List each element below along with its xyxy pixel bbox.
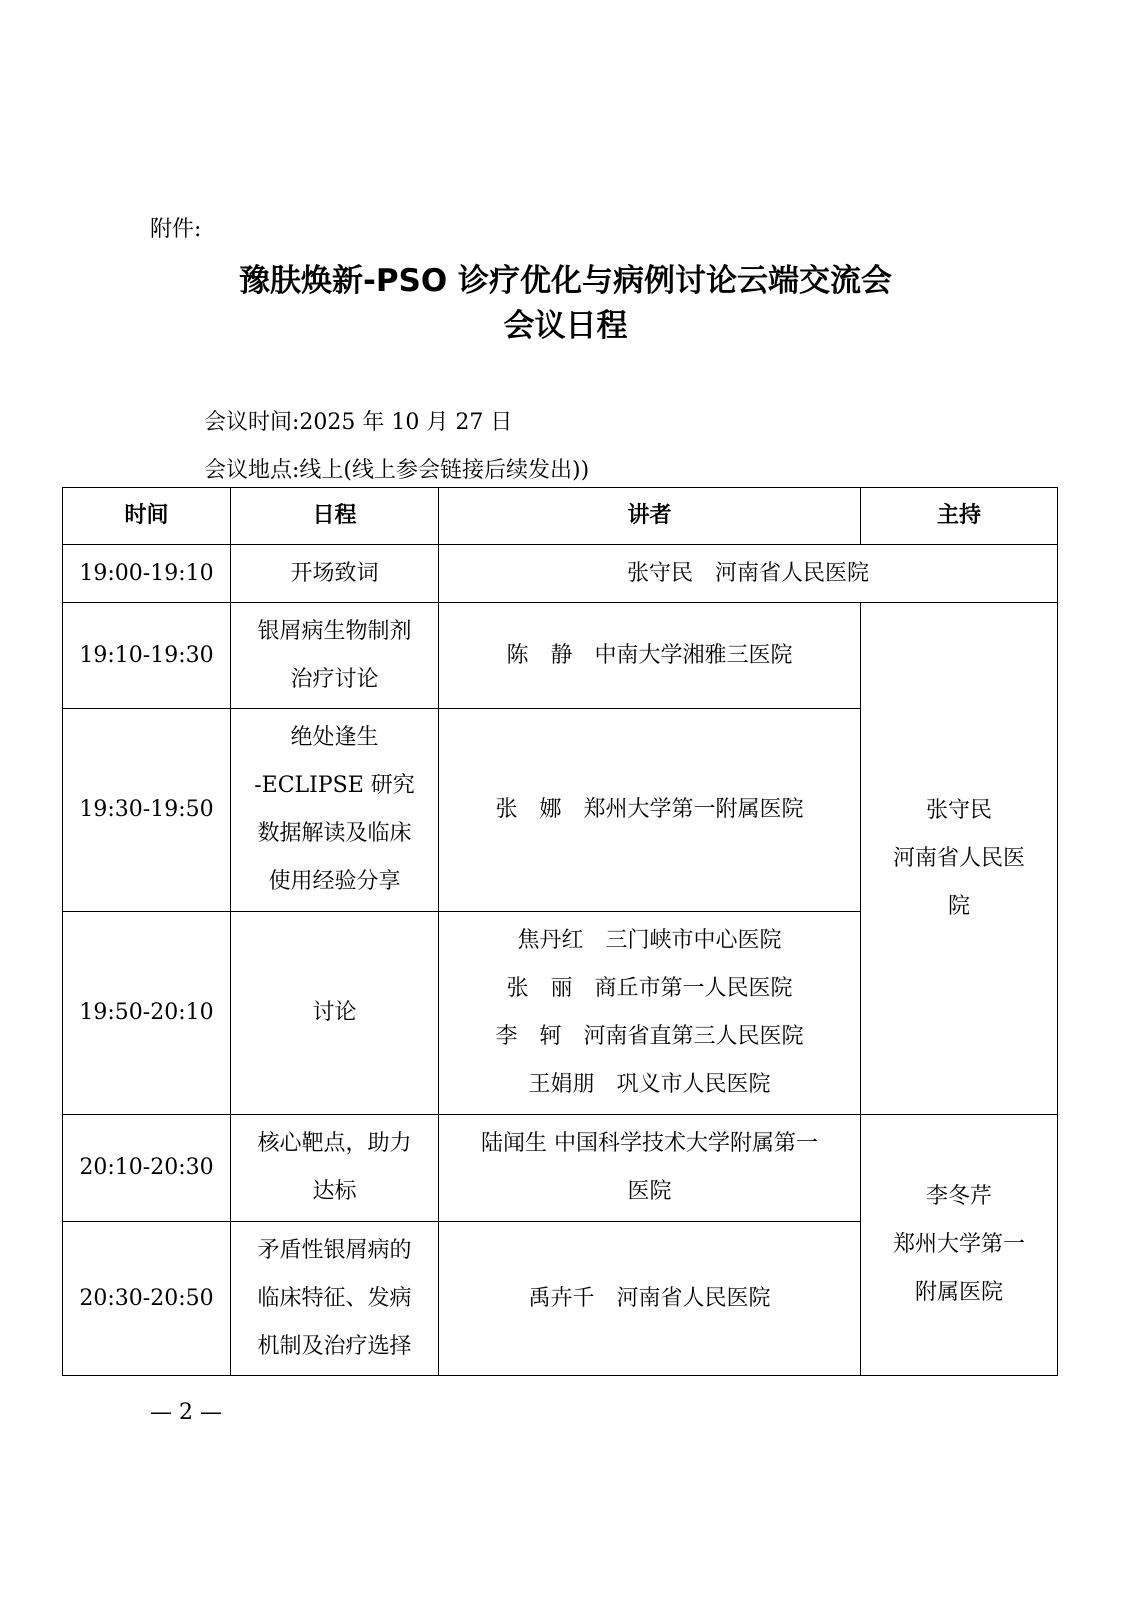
host-line: 张守民	[925, 797, 992, 823]
topic-line: 数据解读及临床	[257, 821, 412, 846]
speaker-line: 李 轲 河南省直第三人民医院	[495, 1024, 804, 1049]
speaker-line: 焦丹红 三门峡市中心医院	[517, 928, 782, 953]
time-cell: 19:10-19:30	[63, 603, 231, 709]
speaker-line: 张 丽 商丘市第一人民医院	[506, 976, 793, 1001]
header-speaker: 讲者	[439, 488, 861, 545]
document-subtitle: 会议日程	[503, 308, 628, 344]
topic-line: 讨论	[312, 1000, 357, 1025]
host-line: 李冬芹	[925, 1184, 992, 1209]
speaker-line: 禹卉千 河南省人民医院	[528, 1285, 771, 1311]
host-line: 郑州大学第一	[892, 1232, 1025, 1257]
header-time: 时间	[63, 488, 231, 545]
speaker-cell	[439, 545, 1058, 603]
header-topic: 日程	[231, 488, 439, 545]
meeting-time: 会议时间:2025 年 10 月 27 日	[204, 410, 513, 435]
topic-line: 银屑病生物制剂	[257, 618, 412, 644]
speaker-cell	[439, 912, 861, 1115]
speaker-cell	[439, 709, 861, 912]
meeting-place: 会议地点:线上(线上参会链接后续发出))	[204, 458, 590, 483]
time-cell: 20:30-20:50	[63, 1222, 231, 1376]
speaker-line: 张 娜 郑州大学第一附属医院	[495, 797, 804, 822]
topic-line: 矛盾性银屑病的	[257, 1237, 412, 1263]
table-row	[63, 603, 1058, 709]
time-cell: 19:00-19:10	[63, 545, 231, 603]
schedule-table	[62, 487, 1058, 1376]
topic-cell	[231, 1222, 439, 1376]
speaker-cell	[439, 1222, 861, 1376]
topic-line: 达标	[312, 1179, 357, 1204]
attachment-label: 附件:	[150, 217, 202, 242]
page-number: — 2 —	[150, 1400, 222, 1425]
topic-cell	[231, 709, 439, 912]
speaker-line: 陆闻生 中国科学技术大学附属第一	[481, 1131, 818, 1156]
header-host: 主持	[861, 488, 1058, 545]
topic-line: -ECLIPSE 研究	[254, 773, 415, 798]
table-header-row	[63, 488, 1058, 545]
host-line: 附属医院	[914, 1280, 1003, 1305]
time-cell: 20:10-20:30	[63, 1115, 231, 1222]
speaker-line: 医院	[627, 1179, 672, 1204]
speaker-line: 王娟朋 巩义市人民医院	[528, 1072, 771, 1097]
speaker-line: 陈 静 中南大学湘雅三医院	[506, 642, 793, 668]
time-cell: 19:30-19:50	[63, 709, 231, 912]
topic-cell	[231, 545, 439, 603]
table-row	[63, 545, 1058, 603]
speaker-cell	[439, 1115, 861, 1222]
topic-line: 机制及治疗选择	[257, 1333, 412, 1359]
topic-line: 使用经验分享	[268, 869, 401, 894]
time-cell: 19:50-20:10	[63, 912, 231, 1115]
topic-line: 临床特征、发病	[257, 1285, 412, 1311]
topic-cell	[231, 912, 439, 1115]
speaker-cell	[439, 603, 861, 709]
host-line: 院	[947, 893, 970, 919]
host-cell	[861, 1115, 1058, 1376]
table-row	[63, 1115, 1058, 1222]
host-cell	[861, 603, 1058, 1115]
topic-cell	[231, 1115, 439, 1222]
document-title: 豫肤焕新-PSO 诊疗优化与病例讨论云端交流会	[238, 263, 893, 299]
topic-line: 绝处逢生	[290, 725, 379, 750]
topic-line: 治疗讨论	[290, 666, 379, 692]
topic-line: 核心靶点，助力	[257, 1131, 412, 1156]
host-line: 河南省人民医	[892, 845, 1025, 871]
speaker-line: 张守民 河南省人民医院	[626, 560, 869, 586]
topic-cell	[231, 603, 439, 709]
topic-line: 开场致词	[290, 560, 379, 586]
